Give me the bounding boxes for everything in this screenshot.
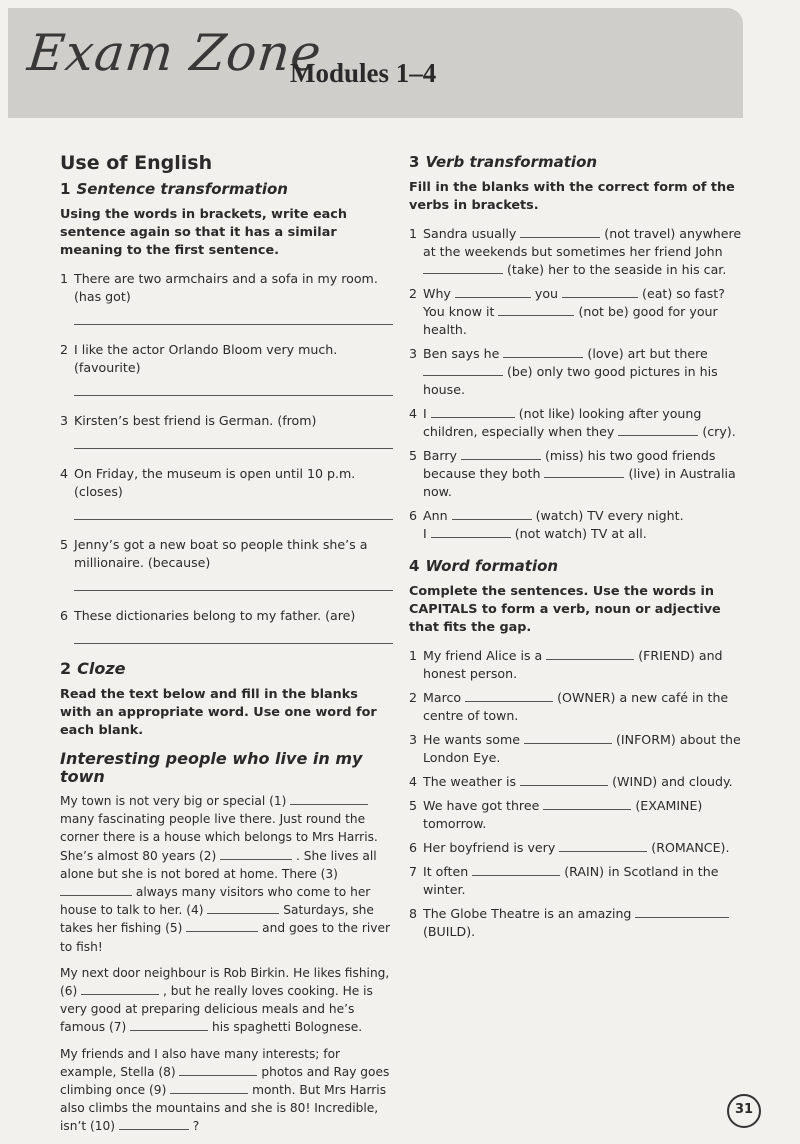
section-title-use-of-english: Use of English xyxy=(60,152,213,174)
page-number: 31 xyxy=(727,1094,761,1128)
blank[interactable] xyxy=(524,731,612,744)
blank[interactable] xyxy=(465,689,553,702)
list-item: 2 I like the actor Orlando Bloom very much. (favourite) xyxy=(60,342,338,375)
answer-line[interactable] xyxy=(74,578,393,591)
list-item: 5 Jenny’s got a new boat so people think she’s a millionaire. (because) xyxy=(60,537,368,570)
blank-8[interactable] xyxy=(179,1063,257,1076)
exercise-4-heading xyxy=(409,557,744,575)
blank[interactable] xyxy=(455,285,531,298)
blank-1[interactable] xyxy=(290,792,368,805)
list-item: 4 On Friday, the museum is open until 10 p.m. (closes) xyxy=(60,466,356,499)
blank[interactable] xyxy=(546,647,634,660)
blank-2[interactable] xyxy=(220,847,292,860)
page-title: Modules 1–4 xyxy=(290,58,437,88)
blank-9[interactable] xyxy=(170,1081,248,1094)
cloze-paragraph-3: My friends and I also have many interests; for example, Stella (8) photos and Ray goes climbing once (9) month. But Mrs Harris also climbs the mountains and she is 80! Incredible, isn’t (10) ? xyxy=(60,1046,390,1134)
blank[interactable] xyxy=(431,525,511,538)
exercise-title: Sentence transformation xyxy=(76,180,288,198)
blank[interactable] xyxy=(559,839,647,852)
blank-3[interactable] xyxy=(60,883,132,896)
blank-6[interactable] xyxy=(81,982,159,995)
list-item: 5 Barry (miss) his two good friends because they both (live) in Australia now. xyxy=(409,448,736,499)
exercise-2-instruction: Read the text below and fill in the blanks with an appropriate word. Use one word for each blank. xyxy=(60,687,377,738)
exercise-1-instruction: Using the words in brackets, write each sentence again so that it has a similar meaning to the first sentence. xyxy=(60,207,347,258)
list-item: 5 We have got three (EXAMINE) tomorrow. xyxy=(409,798,703,831)
blank[interactable] xyxy=(461,447,541,460)
list-item: 3 He wants some (INFORM) about the London Eye. xyxy=(409,732,741,765)
list-item: 2 Marco (OWNER) a new café in the centre of town. xyxy=(409,690,729,723)
blank-5[interactable] xyxy=(186,919,258,932)
exercise-number: 2 xyxy=(60,659,72,678)
blank-7[interactable] xyxy=(130,1018,208,1031)
blank[interactable] xyxy=(498,303,574,316)
right-column xyxy=(409,150,744,947)
list-item: 7 It often (RAIN) in Scotland in the winter. xyxy=(409,864,719,897)
list-item: 2 Why you (eat) so fast? You know it (not be) good for your health. xyxy=(409,286,725,337)
answer-line[interactable] xyxy=(74,631,393,644)
list-item: 4 The weather is (WIND) and cloudy. xyxy=(409,774,733,789)
exercise-title: Verb transformation xyxy=(425,153,598,171)
answer-line[interactable] xyxy=(74,507,393,520)
blank-10[interactable] xyxy=(119,1117,189,1130)
list-item: 1 My friend Alice is a (FRIEND) and honest person. xyxy=(409,648,723,681)
cloze-paragraph-1: My town is not very big or special (1) many fascinating people live there. Just round the corner there is a house which belongs to Mrs Harris. She’s almost 80 years (2) . She lives all alone but she is not bored at home. There (3) always many visitors who come to her house to talk to her. (4) Saturdays, she takes her fishing (5) and goes to the river to fish! xyxy=(60,794,391,954)
exercise-4-instruction: Complete the sentences. Use the words in CAPITALS to form a verb, noun or adjective that fits the gap. xyxy=(409,584,721,635)
blank[interactable] xyxy=(520,773,608,786)
exam-zone-logo: Exam Zone xyxy=(24,24,325,82)
blank[interactable] xyxy=(544,465,624,478)
exercise-title: Word formation xyxy=(425,557,559,575)
exercise-number: 3 xyxy=(409,153,420,171)
list-item: 3 Kirsten’s best friend is German. (from) xyxy=(60,413,317,428)
answer-line[interactable] xyxy=(74,383,393,396)
exercise-3-instruction: Fill in the blanks with the correct form of the verbs in brackets. xyxy=(409,180,735,213)
blank[interactable] xyxy=(452,507,532,520)
blank[interactable] xyxy=(543,797,631,810)
list-item: 6 Her boyfriend is very (ROMANCE). xyxy=(409,840,730,855)
blank[interactable] xyxy=(618,423,698,436)
blank[interactable] xyxy=(472,863,560,876)
blank[interactable] xyxy=(431,405,515,418)
left-column xyxy=(60,150,393,1144)
blank[interactable] xyxy=(562,285,638,298)
cloze-paragraph-2: My next door neighbour is Rob Birkin. He likes fishing, (6) , but he really loves cooking. He is very good at preparing delicious meals and he’s famous (7) his spaghetti Bolognese. xyxy=(60,965,390,1035)
blank-4[interactable] xyxy=(207,901,279,914)
blank[interactable] xyxy=(635,905,729,918)
exercise-number: 1 xyxy=(60,180,71,198)
list-item: 1 There are two armchairs and a sofa in my room. (has got) xyxy=(60,271,378,304)
list-item: 8 The Globe Theatre is an amazing (BUILD). xyxy=(409,905,744,941)
exercise-number: 4 xyxy=(409,557,420,575)
list-item: 3 Ben says he (love) art but there (be) only two good pictures in his house. xyxy=(409,346,718,397)
list-item: 4 I (not like) looking after young children, especially when they (cry). xyxy=(409,406,736,439)
blank[interactable] xyxy=(503,345,583,358)
list-item: 1 Sandra usually (not travel) anywhere at the weekends but sometimes her friend John (take) her to the seaside in his car. xyxy=(409,226,742,277)
answer-line[interactable] xyxy=(74,436,393,449)
cloze-text-title: Interesting people who live in my town xyxy=(60,749,363,786)
answer-line[interactable] xyxy=(74,312,393,325)
exercise-2-heading xyxy=(60,660,393,678)
blank[interactable] xyxy=(520,225,600,238)
blank[interactable] xyxy=(423,363,503,376)
exercise-3-heading xyxy=(409,153,744,171)
blank[interactable] xyxy=(423,261,503,274)
exercise-title: Cloze xyxy=(77,659,126,678)
list-item: 6 These dictionaries belong to my father. (are) xyxy=(60,608,356,623)
exercise-1-heading xyxy=(60,180,393,198)
list-item: 6 Ann (watch) TV every night. I (not watch) TV at all. xyxy=(409,508,684,541)
